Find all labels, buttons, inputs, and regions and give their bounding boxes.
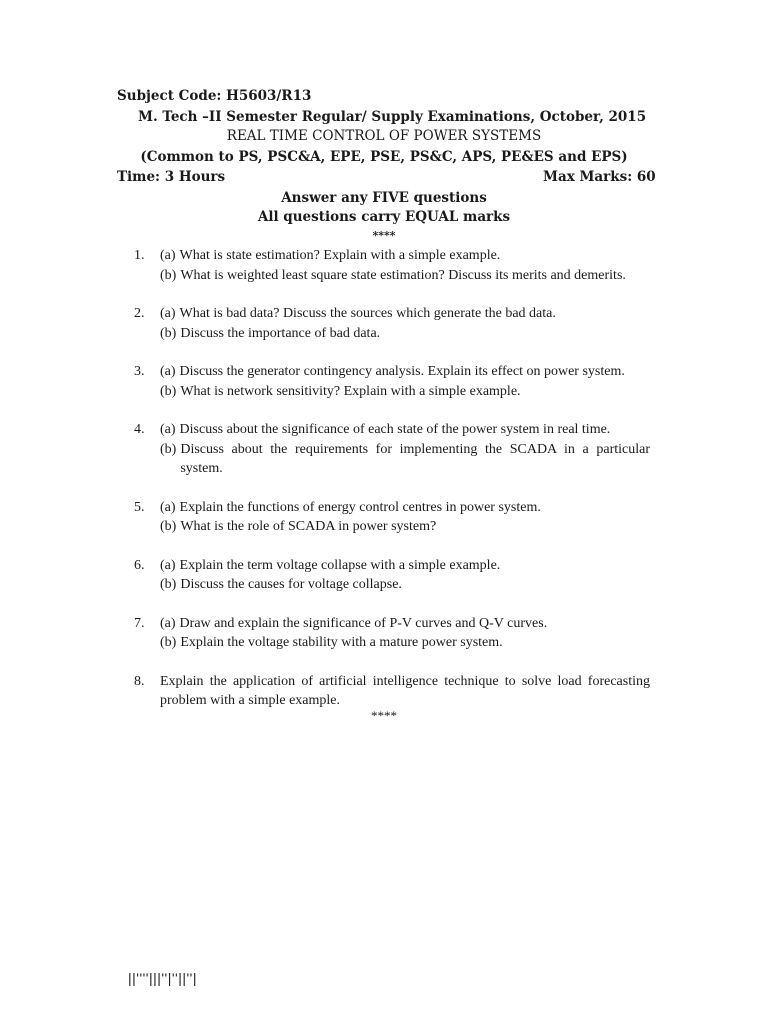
- instruction-answer-five: Answer any FIVE questions: [281, 190, 487, 206]
- footer-code: ||''''|||''|''||''|: [128, 970, 197, 986]
- part-text: What is network sensitivity? Explain with a simple example.: [180, 383, 521, 399]
- part-text: Discuss the causes for voltage collapse.: [180, 577, 402, 592]
- question-body: [160, 362, 650, 401]
- question-part: [160, 304, 650, 324]
- question-body: [160, 498, 650, 537]
- question-number: 5.: [134, 499, 145, 515]
- part-text: Draw and explain the significance of P-V curves and Q-V curves.: [179, 615, 548, 631]
- part-text: Explain the functions of energy control centres in power system.: [179, 499, 541, 515]
- question-item: [134, 498, 650, 537]
- question-part: [160, 575, 650, 595]
- question-number: 7.: [134, 615, 145, 631]
- part-label: (b): [160, 441, 177, 457]
- time-label: Time: 3 Hours: [117, 169, 226, 185]
- question-part: [160, 382, 650, 402]
- part-text: Discuss the generator contingency analysis. Explain its effect on power system.: [179, 364, 625, 379]
- question-number: 2.: [134, 306, 145, 321]
- part-text: Explain the term voltage collapse with a simple example.: [179, 557, 501, 573]
- part-text: Discuss about the requirements for implementing the SCADA in a particular system.: [180, 441, 650, 476]
- question-part: [160, 362, 650, 382]
- part-text: What is bad data? Discuss the sources which generate the bad data.: [179, 306, 556, 321]
- part-label: (a): [160, 422, 176, 437]
- question-body: [160, 672, 650, 711]
- question-part: [160, 266, 650, 286]
- question-number: 8.: [134, 673, 145, 689]
- question-number: 1.: [134, 248, 145, 263]
- questions-list: [134, 246, 650, 730]
- question-part: [160, 420, 650, 440]
- course-name: REAL TIME CONTROL OF POWER SYSTEMS: [226, 128, 542, 144]
- question-number: 6.: [134, 557, 145, 573]
- question-part: [160, 633, 650, 653]
- part-label: (a): [160, 364, 176, 379]
- question-item: [134, 614, 650, 653]
- common-to-line: (Common to PS, PSC&A, EPE, PSE, PS&C, APS, PE&ES and EPS): [140, 149, 628, 165]
- part-text: Discuss the importance of bad data.: [180, 325, 381, 341]
- part-label: (b): [160, 267, 177, 283]
- part-label: (a): [160, 557, 176, 573]
- question-number: 3.: [134, 364, 145, 379]
- question-number: 4.: [134, 422, 145, 437]
- part-label: (b): [160, 383, 177, 399]
- part-label: (b): [160, 635, 177, 650]
- part-label: (a): [160, 248, 176, 263]
- subject-code: Subject Code: H5603/R13: [117, 88, 312, 104]
- question-item: [134, 556, 650, 595]
- part-text: What is the role of SCADA in power system?: [180, 519, 437, 534]
- question-part: [160, 440, 650, 479]
- part-text: What is weighted least square state estimation? Discuss its merits and demerits.: [180, 267, 626, 283]
- question-part: [160, 517, 650, 537]
- part-label: (a): [160, 499, 176, 515]
- end-stars: ****: [371, 708, 397, 723]
- max-marks-label: Max Marks: 60: [543, 169, 656, 185]
- part-label: (a): [160, 615, 176, 631]
- part-text: Discuss about the significance of each state of the power system in real time.: [179, 422, 611, 437]
- question-item: [134, 304, 650, 343]
- question-body: [160, 614, 650, 653]
- question-body: [160, 246, 650, 285]
- question-item: [134, 362, 650, 401]
- question-part: [160, 498, 650, 518]
- exam-title: M. Tech –II Semester Regular/ Supply Examinations, October, 2015: [138, 109, 647, 125]
- part-label: (b): [160, 519, 177, 534]
- question-text: Explain the application of artificial intelligence technique to solve load forecasting problem with a simple example.: [160, 673, 650, 708]
- question-part: [160, 324, 650, 344]
- question-body: [160, 304, 650, 343]
- instruction-equal-marks: All questions carry EQUAL marks: [257, 209, 511, 225]
- question-part: [160, 556, 650, 576]
- question-part: [160, 614, 650, 634]
- part-label: (a): [160, 306, 176, 321]
- question-item: [134, 420, 650, 479]
- part-label: (b): [160, 325, 177, 341]
- question-body: [160, 556, 650, 595]
- question-item: [134, 672, 650, 711]
- question-body: [160, 420, 650, 479]
- header-stars: ****: [372, 229, 396, 242]
- question-part: [160, 246, 650, 266]
- part-text: Explain the voltage stability with a mature power system.: [180, 635, 503, 650]
- question-item: [134, 246, 650, 285]
- part-text: What is state estimation? Explain with a simple example.: [179, 248, 501, 263]
- part-label: (b): [160, 577, 177, 592]
